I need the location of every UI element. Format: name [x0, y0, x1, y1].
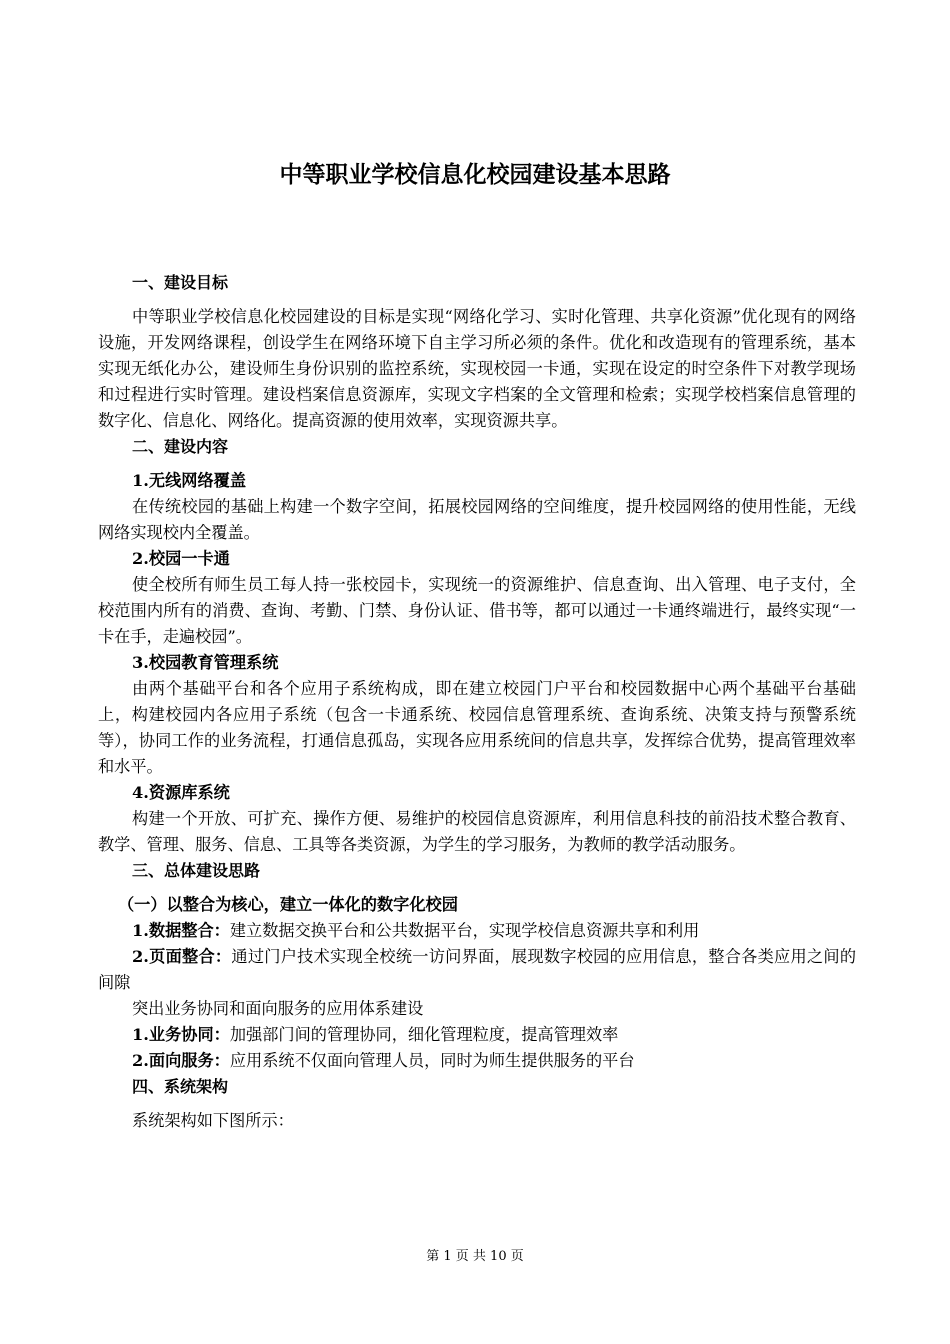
section-heading-goals: 一、建设目标	[132, 273, 229, 292]
section-heading-architecture: 四、系统架构	[132, 1077, 229, 1096]
item-label: 1.业务协同：	[132, 1025, 230, 1044]
item-label: 1.数据整合：	[132, 921, 230, 940]
item-label: 2.页面整合：	[132, 947, 232, 966]
item-text: 加强部门间的管理协同，细化管理粒度，提高管理效率	[229, 1025, 619, 1044]
item-business-collaboration	[98, 1022, 856, 1048]
subheading-wireless: 1.无线网络覆盖	[132, 471, 247, 490]
document-title: 中等职业学校信息化校园建设基本思路	[279, 162, 671, 188]
item-text: 通过门户技术实现全校统一访问界面，展现数字校园的应用信息，整合各类应用之间的间隙	[98, 947, 857, 992]
subheading-integration-core: （一）以整合为核心，建立一体化的数字化校园	[118, 895, 458, 914]
line-service-system: 突出业务协同和面向服务的应用体系建设	[132, 999, 424, 1018]
subheading-campus-card: 2.校园一卡通	[132, 549, 230, 568]
item-label: 2.面向服务：	[132, 1051, 230, 1070]
section-heading-overall-approach: 三、总体建设思路	[132, 861, 261, 880]
item-text: 建立数据交换平台和公共数据平台，实现学校信息资源共享和利用	[229, 921, 700, 940]
paragraph-architecture: 系统架构如下图所示：	[132, 1111, 294, 1130]
subheading-education-management: 3.校园教育管理系统	[132, 653, 279, 672]
item-data-integration	[98, 918, 856, 944]
paragraph-goals: 中等职业学校信息化校园建设的目标是实现“网络化学习、实时化管理、共享化资源”优化现有的网络设施，开发网络课程，创设学生在网络环境下自主学习所必须的条件。优化和改造现有的管理系统，基本实现无纸化办公，建设师生身份识别的监控系统，实现校园一卡通，实现在设定的时空条件下对教学现场和过程进行实时管理。建设档案信息资源库，实现文字档案的全文管理和检索；实现学校档案信息管理的数字化、信息化、网络化。提高资源的使用效率，实现资源共享。	[98, 307, 856, 430]
item-service-oriented	[98, 1048, 856, 1074]
item-text: 应用系统不仅面向管理人员，同时为师生提供服务的平台	[229, 1051, 635, 1070]
page-number-footer: 第 1 页 共 10 页	[426, 1249, 524, 1264]
paragraph-resource-library: 构建一个开放、可扩充、操作方便、易维护的校园信息资源库，利用信息科技的前沿技术整合教育、教学、管理、服务、信息、工具等各类资源，为学生的学习服务，为教师的教学活动服务。	[98, 809, 856, 854]
paragraph-wireless: 在传统校园的基础上构建一个数字空间，拓展校园网络的空间维度，提升校园网络的使用性能，无线网络实现校内全覆盖。	[98, 497, 856, 542]
item-page-integration	[98, 944, 856, 996]
subheading-resource-library: 4.资源库系统	[132, 783, 230, 802]
section-heading-content: 二、建设内容	[132, 437, 229, 456]
paragraph-campus-card: 使全校所有师生员工每人持一张校园卡，实现统一的资源维护、信息查询、出入管理、电子支付，全校范围内所有的消费、查询、考勤、门禁、身份认证、借书等，都可以通过一卡通终端进行，最终实现“一卡在手，走遍校园”。	[98, 575, 856, 646]
paragraph-education-management: 由两个基础平台和各个应用子系统构成，即在建立校园门户平台和校园数据中心两个基础平台基础上，构建校园内各应用子系统（包含一卡通系统、校园信息管理系统、查询系统、决策支持与预警系统等），协同工作的业务流程，打通信息孤岛，实现各应用系统间的信息共享，发挥综合优势，提高管理效率和水平。	[98, 679, 856, 776]
document-body	[98, 270, 856, 1134]
